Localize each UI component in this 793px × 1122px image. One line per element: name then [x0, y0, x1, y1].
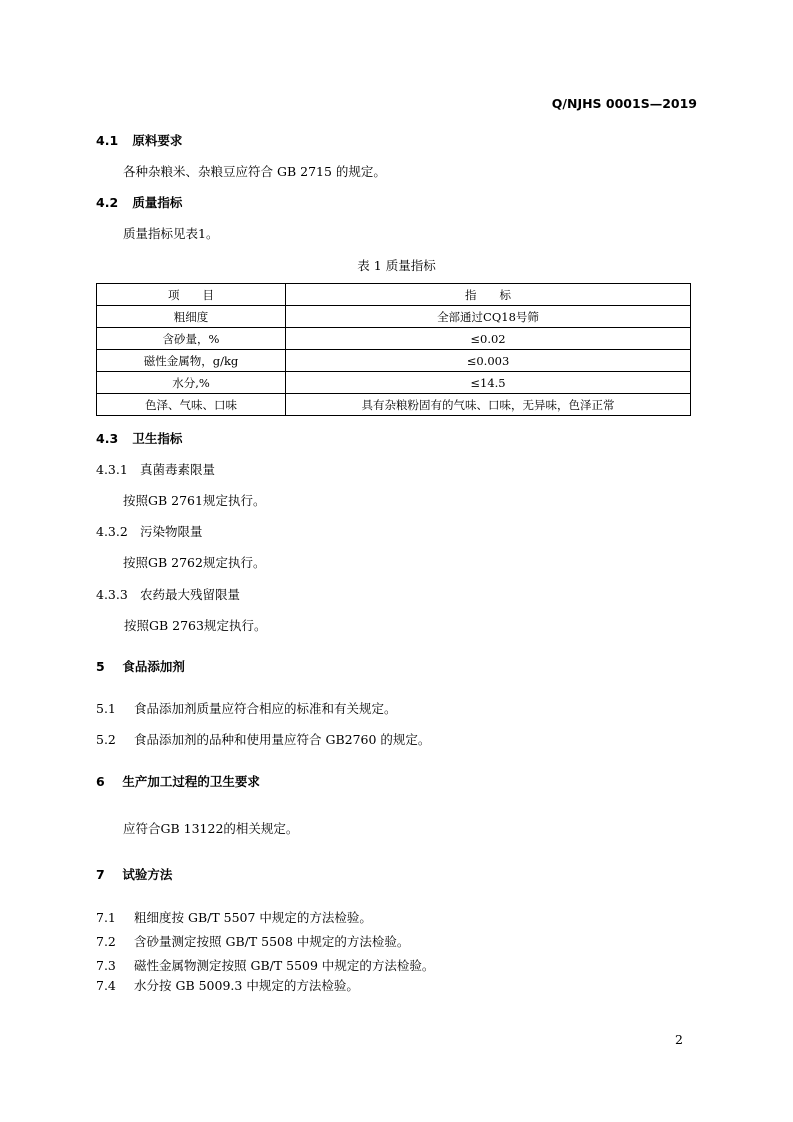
- section-4-3-1-title: 真菌毒素限量: [139, 462, 215, 477]
- page-number: 2: [675, 1032, 683, 1047]
- table-row: [97, 350, 691, 372]
- section-5-1-number: 5.1: [96, 701, 116, 716]
- section-5-1-body: 食品添加剂质量应符合相应的标准和有关规定。: [133, 701, 397, 716]
- section-4-3-1-body: 按照GB 2761规定执行。: [123, 493, 266, 508]
- section-4-3-2-number: 4.3.2: [96, 524, 128, 539]
- section-4-2-number: 4.2: [96, 195, 119, 210]
- section-4-3-1-heading: [96, 460, 215, 478]
- section-4-1-title: 原料要求: [132, 133, 183, 148]
- document-number: Q/NJHS 0001S—2019: [551, 96, 697, 111]
- section-7-number: 7: [96, 867, 105, 882]
- table-header-row: [97, 284, 691, 306]
- section-5-heading: [96, 657, 185, 675]
- table-1-caption: 表 1 质量指标: [357, 258, 436, 273]
- table-cell-item: 色泽、气味、口味: [97, 394, 286, 416]
- section-7-heading: [96, 865, 172, 883]
- section-4-1-number: 4.1: [96, 133, 119, 148]
- section-6-body: 应符合GB 13122的相关规定。: [123, 821, 299, 836]
- table-cell-item: 粗细度: [97, 306, 286, 328]
- table-header-index: 指 标: [286, 284, 691, 306]
- section-7-2-number: 7.2: [96, 934, 116, 949]
- section-4-2-title: 质量指标: [132, 195, 183, 210]
- quality-index-table: [96, 283, 691, 416]
- section-4-3-2-body: 按照GB 2762规定执行。: [123, 555, 266, 570]
- section-6-heading: [96, 772, 260, 790]
- table-cell-value: 全部通过CQ18号筛: [286, 306, 691, 328]
- table-cell-value: ≤0.003: [286, 350, 691, 372]
- table-row: [97, 372, 691, 394]
- table-cell-value: ≤0.02: [286, 328, 691, 350]
- section-7-1-number: 7.1: [96, 910, 116, 925]
- section-7-3: [96, 956, 434, 974]
- table-row: [97, 394, 691, 416]
- section-7-3-number: 7.3: [96, 958, 116, 973]
- section-4-1-body: 各种杂粮米、杂粮豆应符合 GB 2715 的规定。: [123, 164, 386, 179]
- section-7-4-body: 水分按 GB 5009.3 中规定的方法检验。: [133, 978, 359, 993]
- section-5-2: [96, 730, 430, 748]
- section-7-title: 试验方法: [122, 867, 173, 882]
- table-header-item: 项 目: [97, 284, 286, 306]
- section-7-2: [96, 932, 409, 950]
- section-6-number: 6: [96, 774, 105, 789]
- section-6-title: 生产加工过程的卫生要求: [122, 774, 260, 789]
- section-4-3-1-number: 4.3.1: [96, 462, 128, 477]
- section-7-1-body: 粗细度按 GB/T 5507 中规定的方法检验。: [133, 910, 372, 925]
- table-cell-item: 磁性金属物，g/kg: [97, 350, 286, 372]
- table-row: [97, 306, 691, 328]
- section-4-3-2-heading: [96, 522, 203, 540]
- table-cell-value: ≤14.5: [286, 372, 691, 394]
- table-cell-item: 水分,%: [97, 372, 286, 394]
- section-4-3-heading: [96, 429, 182, 447]
- section-4-2-heading: [96, 193, 182, 211]
- section-4-3-3-title: 农药最大残留限量: [139, 587, 240, 602]
- section-4-3-title: 卫生指标: [132, 431, 183, 446]
- section-7-1: [96, 908, 372, 926]
- section-4-3-2-title: 污染物限量: [139, 524, 203, 539]
- section-5-2-body: 食品添加剂的品种和使用量应符合 GB2760 的规定。: [133, 732, 431, 747]
- section-4-1-heading: [96, 131, 182, 149]
- section-4-3-number: 4.3: [96, 431, 119, 446]
- table-row: [97, 328, 691, 350]
- section-7-2-body: 含砂量测定按照 GB/T 5508 中规定的方法检验。: [133, 934, 410, 949]
- table-cell-value: 具有杂粮粉固有的气味、口味，无异味，色泽正常: [286, 394, 691, 416]
- section-7-4: [96, 976, 359, 994]
- section-7-3-body: 磁性金属物测定按照 GB/T 5509 中规定的方法检验。: [133, 958, 435, 973]
- section-4-2-body: 质量指标见表1。: [123, 226, 219, 241]
- section-4-3-3-body: 按照GB 2763规定执行。: [124, 618, 267, 633]
- section-4-3-3-heading: [96, 585, 240, 603]
- section-4-3-3-number: 4.3.3: [96, 587, 128, 602]
- section-5-title: 食品添加剂: [122, 659, 185, 674]
- table-cell-item: 含砂量，%: [97, 328, 286, 350]
- section-7-4-number: 7.4: [96, 978, 116, 993]
- section-5-1: [96, 699, 397, 717]
- section-5-2-number: 5.2: [96, 732, 116, 747]
- section-5-number: 5: [96, 659, 105, 674]
